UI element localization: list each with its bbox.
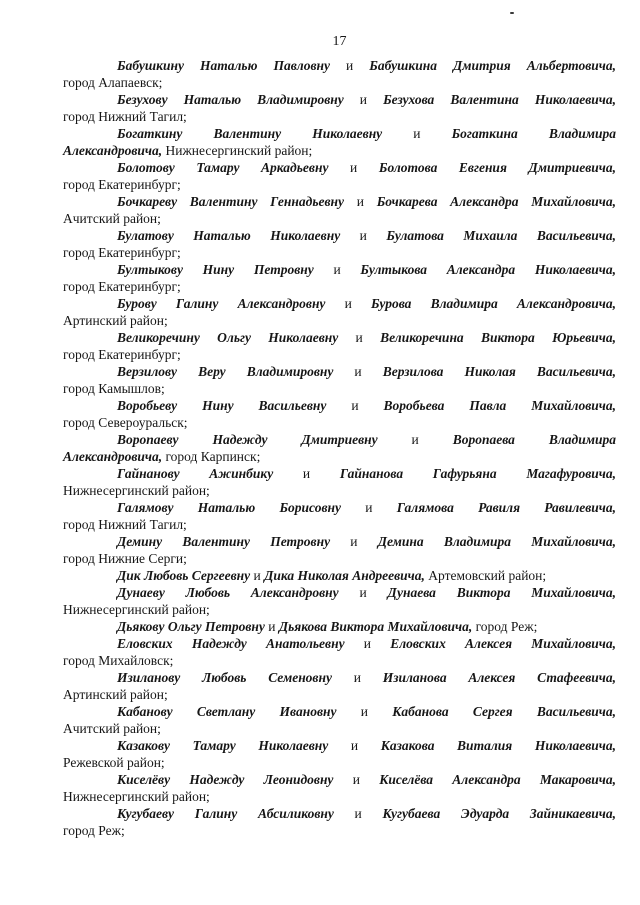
person-name: Великоречину Ольгу Николаевну	[117, 330, 339, 345]
plain-text: город Алапаевск;	[63, 75, 163, 90]
person-name: Демина Владимира Михайловича,	[377, 534, 617, 549]
entry-line	[63, 703, 616, 720]
plain-text: и	[344, 194, 377, 209]
person-name: Бабушкину Наталью Павловну	[117, 58, 330, 73]
person-name: Воробьеву Нину Васильевну	[117, 398, 327, 413]
entry-line	[63, 397, 616, 414]
plain-text: город Екатеринбург;	[63, 347, 181, 362]
entry-line	[63, 227, 616, 244]
entry-line	[63, 74, 616, 91]
person-name: Дьякову Ольгу Петровну	[117, 619, 265, 634]
person-name: Воробьева Павла Михайловича,	[383, 398, 616, 413]
plain-text: и	[330, 534, 378, 549]
plain-text: и	[340, 500, 397, 515]
entry-line	[63, 618, 616, 635]
person-name: Кугубаеву Галину Абсиликовну	[117, 806, 334, 821]
entry-line	[63, 431, 616, 448]
plain-text: город Североуральск;	[63, 415, 188, 430]
plain-text: Режевской район;	[63, 755, 165, 770]
plain-text: и	[338, 585, 388, 600]
entry-line	[63, 635, 616, 652]
person-name: Болотову Тамару Аркадьевну	[117, 160, 329, 175]
plain-text: город Нижний Тагил;	[63, 517, 187, 532]
person-name: Богаткина Владимира	[451, 126, 616, 141]
plain-text: город Нижние Серги;	[63, 551, 187, 566]
plain-text: город Нижний Тагил;	[63, 109, 187, 124]
entry-line	[63, 754, 616, 771]
person-name: Изиланова Алексея Стафеевича,	[382, 670, 616, 685]
entry-line	[63, 584, 616, 601]
person-name: Киселёва Александра Макаровича,	[379, 772, 617, 787]
person-name: Бочкарева Александра Михайловича,	[376, 194, 616, 209]
plain-text: и	[264, 619, 279, 634]
person-name: Богаткину Валентину Николаевну	[117, 126, 383, 141]
person-name: Бабушкина Дмитрия Альбертовича,	[369, 58, 616, 73]
entry-line	[63, 465, 616, 482]
plain-text: и	[340, 228, 387, 243]
plain-text: и	[328, 160, 379, 175]
plain-text: и	[273, 466, 340, 481]
plain-text: и	[336, 704, 393, 719]
entry-line	[63, 499, 616, 516]
plain-text: город Реж;	[63, 823, 125, 838]
entry-line	[63, 669, 616, 686]
person-name: Дунаева Виктора Михайловича,	[387, 585, 616, 600]
plain-text: Артинский район;	[63, 687, 168, 702]
plain-text: и	[331, 670, 383, 685]
plain-text: и	[250, 568, 265, 583]
entry-line	[63, 448, 616, 465]
plain-text: и	[328, 738, 381, 753]
entry-line	[63, 720, 616, 737]
entry-line	[63, 278, 616, 295]
plain-text: город Михайловск;	[63, 653, 174, 668]
person-name: Казакову Тамару Николаевну	[117, 738, 329, 753]
entry-line	[63, 516, 616, 533]
person-name: Еловских Надежду Анатольевну	[117, 636, 345, 651]
entry-line	[63, 652, 616, 669]
plain-text: Нижнесергинский район;	[63, 789, 210, 804]
entry-line	[63, 125, 616, 142]
person-name: Дьякова Виктора Михайловича,	[278, 619, 473, 634]
entry-line	[63, 346, 616, 363]
entry-line	[63, 414, 616, 431]
person-name: Верзилова Николая Васильевича,	[382, 364, 616, 379]
page-number: 17	[332, 34, 347, 49]
person-name: Булатову Наталью Николаевну	[117, 228, 341, 243]
person-name: Бултыкову Нину Петровну	[117, 262, 314, 277]
person-name: Кабанову Светлану Ивановну	[117, 704, 337, 719]
plain-text: и	[333, 772, 380, 787]
entry-line	[63, 91, 616, 108]
plain-text: город Реж;	[472, 619, 538, 634]
plain-text: Нижнесергинский район;	[63, 483, 210, 498]
plain-text: и	[325, 296, 371, 311]
person-name: Александровича,	[63, 143, 163, 158]
person-name: Бочкареву Валентину Геннадьевну	[117, 194, 345, 209]
person-name: Демину Валентину Петровну	[117, 534, 331, 549]
person-name: Киселёву Надежду Леонидовну	[117, 772, 334, 787]
plain-text: Ачитский район;	[63, 721, 161, 736]
person-name: Галямова Равиля Равилевича,	[396, 500, 616, 515]
entry-line	[63, 108, 616, 125]
plain-text: и	[333, 806, 383, 821]
entry-line	[63, 822, 616, 839]
plain-text: и	[333, 364, 383, 379]
person-name: Бурову Галину Александровну	[117, 296, 326, 311]
plain-text: город Камышлов;	[63, 381, 165, 396]
plain-text: и	[377, 432, 453, 447]
plain-text: и	[344, 636, 391, 651]
person-name: Дик Любовь Сергеевну	[117, 568, 251, 583]
plain-text: и	[338, 330, 381, 345]
plain-text: город Екатеринбург;	[63, 177, 181, 192]
plain-text: Артинский район;	[63, 313, 168, 328]
entry-line	[63, 363, 616, 380]
plain-text: Артемовский район;	[424, 568, 547, 583]
person-name: Безухову Наталью Владимировну	[117, 92, 344, 107]
entry-line	[63, 244, 616, 261]
entry-line	[63, 193, 616, 210]
entry-line	[63, 210, 616, 227]
person-name: Казакова Виталия Николаевича,	[380, 738, 616, 753]
entry-line	[63, 261, 616, 278]
entry-line	[63, 329, 616, 346]
person-name: Изиланову Любовь Семеновну	[117, 670, 332, 685]
person-name: Гайнанову Ажинбику	[117, 466, 274, 481]
plain-text: и	[313, 262, 361, 277]
person-name: Безухова Валентина Николаевича,	[383, 92, 616, 107]
person-name: Еловских Алексея Михайловича,	[390, 636, 616, 651]
plain-text: и	[343, 92, 384, 107]
plain-text: Нижнесергинский район;	[162, 143, 313, 158]
entries-list	[63, 57, 616, 839]
entry-line	[63, 142, 616, 159]
plain-text: и	[382, 126, 452, 141]
person-name: Кабанова Сергея Васильевича,	[392, 704, 616, 719]
plain-text: Нижнесергинский район;	[63, 602, 210, 617]
person-name: Верзилову Веру Владимировну	[117, 364, 334, 379]
plain-text: город Екатеринбург;	[63, 245, 181, 260]
entry-line	[63, 159, 616, 176]
entry-line	[63, 57, 616, 74]
entry-line	[63, 771, 616, 788]
person-name: Бултыкова Александра Николаевича,	[360, 262, 616, 277]
entry-line	[63, 567, 616, 584]
person-name: Болотова Евгения Дмитриевича,	[378, 160, 616, 175]
entry-line	[63, 312, 616, 329]
person-name: Дика Николая Андреевича,	[264, 568, 425, 583]
entry-line	[63, 788, 616, 805]
entry-line	[63, 805, 616, 822]
entry-line	[63, 380, 616, 397]
person-name: Великоречина Виктора Юрьевича,	[380, 330, 616, 345]
person-name: Дунаеву Любовь Александровну	[117, 585, 339, 600]
scan-artifact-dot	[510, 12, 514, 14]
person-name: Воропаева Владимира	[452, 432, 616, 447]
person-name: Булатова Михаила Васильевича,	[386, 228, 616, 243]
plain-text: и	[326, 398, 384, 413]
entry-line	[63, 176, 616, 193]
entry-line	[63, 550, 616, 567]
entry-line	[63, 686, 616, 703]
plain-text: город Екатеринбург;	[63, 279, 181, 294]
entry-line	[63, 533, 616, 550]
person-name: Галямову Наталью Борисовну	[117, 500, 341, 515]
person-name: Кугубаева Эдуарда Зайникаевича,	[382, 806, 616, 821]
entry-line	[63, 295, 616, 312]
entry-line	[63, 737, 616, 754]
plain-text: и	[329, 58, 370, 73]
person-name: Бурова Владимира Александровича,	[371, 296, 616, 311]
entry-line	[63, 601, 616, 618]
entry-line	[63, 482, 616, 499]
person-name: Воропаеву Надежду Дмитриевну	[117, 432, 378, 447]
plain-text: город Карпинск;	[162, 449, 261, 464]
plain-text: Ачитский район;	[63, 211, 161, 226]
person-name: Гайнанова Гафурьяна Магафуровича,	[339, 466, 616, 481]
person-name: Александровича,	[63, 449, 163, 464]
